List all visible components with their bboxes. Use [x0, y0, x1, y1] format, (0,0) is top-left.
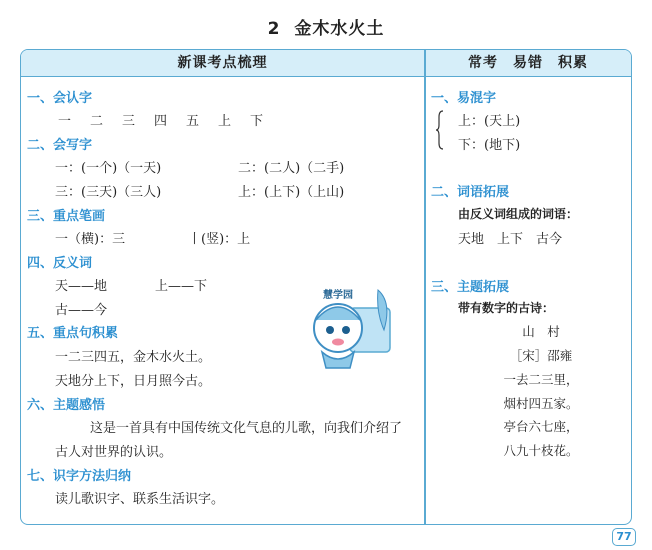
- header-right: 常考 易错 积累: [468, 55, 588, 71]
- key-sentence-2: 天地分上下，日月照今古。: [55, 374, 212, 389]
- write-line-1b: 二：(二人)（二手): [238, 161, 345, 176]
- words-subtitle: 由反义词组成的词语：: [458, 207, 579, 221]
- section-heading-4: 四、反义词: [27, 256, 93, 271]
- section-heading-6: 六、主题感悟: [27, 398, 106, 413]
- right-heading-1: 一、易混字: [431, 91, 497, 106]
- poem-title: 山 村: [522, 324, 560, 339]
- section-heading-7: 七、识字方法归纳: [27, 469, 132, 484]
- column-divider: [424, 50, 426, 524]
- mascot-body: [322, 352, 354, 368]
- header-left: 新课考点梳理: [177, 55, 268, 71]
- right-heading-2: 二、词语拓展: [431, 185, 510, 200]
- method-text: 读儿歌识字、联系生活识字。: [55, 492, 225, 507]
- antonym-words: 天地 上下 古今: [458, 232, 563, 247]
- section-heading-1: 一、会认字: [27, 91, 93, 106]
- section-heading-5: 五、重点句积累: [27, 326, 119, 341]
- poem-author: ［宋］邵雍: [509, 348, 573, 363]
- antonym-2: 上——下: [155, 279, 208, 294]
- recognize-chars: 一 二 三 四 五 上 下: [58, 114, 267, 129]
- page-title: [0, 14, 652, 39]
- antonym-1: 天——地: [55, 279, 108, 294]
- write-line-2b: 上：(上下)（上山): [238, 185, 345, 200]
- mascot-eye-left: [326, 326, 334, 334]
- stroke-vertical: 丨(竖)：上: [188, 232, 251, 247]
- page-number: 77: [612, 528, 636, 546]
- right-heading-3: 三、主题拓展: [431, 280, 510, 295]
- mascot-label: 慧学园: [323, 290, 353, 301]
- poem-line-1: 一去二三里，: [503, 372, 579, 387]
- confusing-char-1: 上：(天上): [458, 114, 521, 129]
- lesson-number: 2: [267, 19, 281, 39]
- key-sentence-1: 一二三四五，金木水火土。: [55, 350, 212, 365]
- write-line-2a: 三：(三天)（三人): [55, 185, 162, 200]
- mascot-illustration: [298, 284, 408, 374]
- section-heading-2: 二、会写字: [27, 138, 93, 153]
- lesson-title: 金木水火土: [294, 19, 385, 39]
- mascot-mouth: [332, 339, 344, 346]
- theme-text-1: 这是一首具有中国传统文化气息的儿歌，向我们介绍了: [90, 421, 403, 436]
- poem-line-4: 八九十枝花。: [503, 443, 579, 458]
- stroke-horizontal: 一（横)：三: [55, 232, 126, 247]
- poem-line-3: 亭台六七座，: [503, 419, 579, 434]
- brace-icon: [436, 110, 444, 150]
- poem-subtitle: 带有数字的古诗：: [458, 301, 555, 315]
- panel-header: [21, 50, 631, 77]
- mascot-eye-right: [342, 326, 350, 334]
- confusing-char-2: 下：(地下): [458, 138, 521, 153]
- write-line-1a: 一：(一个)（一天): [55, 161, 162, 176]
- poem-line-2: 烟村四五家。: [503, 396, 579, 411]
- section-heading-3: 三、重点笔画: [27, 209, 106, 224]
- antonym-3: 古——今: [55, 303, 108, 318]
- theme-text-2: 古人对世界的认识。: [55, 445, 173, 460]
